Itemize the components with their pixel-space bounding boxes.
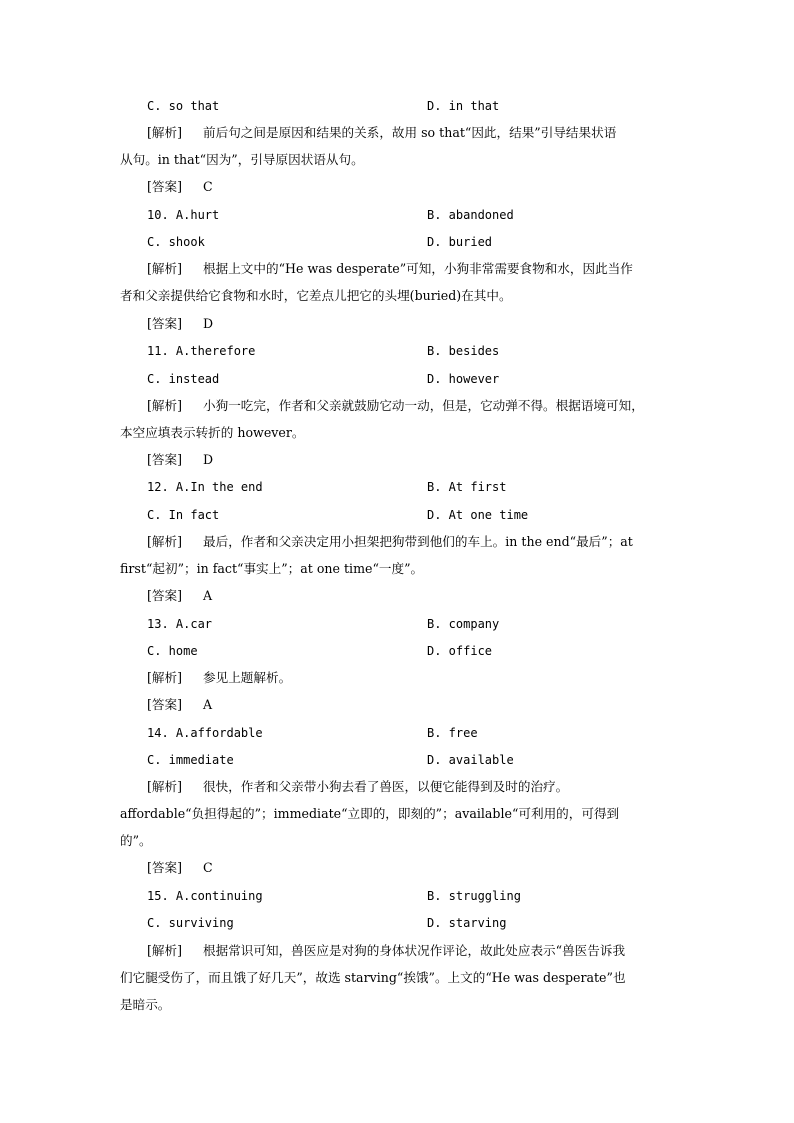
- option-left: C. In fact: [147, 508, 220, 522]
- option-right: B. company: [427, 617, 500, 631]
- options-row: [0, 95, 794, 117]
- analysis-text: 者和父亲提供给它食物和水时，它差点儿把它的头埋(buried)在其中。: [120, 288, 512, 303]
- option-right: B. besides: [427, 344, 500, 358]
- option-left: C. so that: [147, 99, 220, 113]
- analysis-label: [解析]: [147, 779, 183, 794]
- options-row: [0, 749, 794, 771]
- analysis-text: 本空应填表示转折的 however。: [120, 425, 305, 440]
- option-left: C. immediate: [147, 753, 234, 767]
- analysis-text: 是暗示。: [120, 997, 171, 1012]
- answer-line: [0, 313, 794, 335]
- options-row: [0, 340, 794, 362]
- analysis-label: [解析]: [147, 943, 183, 958]
- options-row: [0, 613, 794, 635]
- answer-value: C: [203, 179, 213, 194]
- analysis-text: 根据常识可知，兽医应是对狗的身体状况作评论，故此处应表示“兽医告诉我: [203, 943, 626, 958]
- option-right: D. At one time: [427, 508, 529, 522]
- option-right: D. however: [427, 372, 500, 386]
- option-left: 13. A.car: [147, 617, 213, 631]
- options-row: [0, 231, 794, 253]
- analysis-line: [0, 667, 794, 689]
- analysis-label: [解析]: [147, 670, 183, 685]
- analysis-continuation: [0, 994, 794, 1016]
- answer-value: D: [203, 316, 214, 331]
- answer-label: [答案]: [147, 179, 183, 194]
- analysis-text: 小狗一吃完，作者和父亲就鼓励它动一动，但是，它动弹不得。根据语境可知，: [203, 398, 644, 413]
- analysis-text: 很快，作者和父亲带小狗去看了兽医，以便它能得到及时的治疗。: [203, 779, 569, 794]
- analysis-continuation: [0, 803, 794, 825]
- option-right: D. available: [427, 753, 514, 767]
- analysis-line: [0, 940, 794, 962]
- analysis-text: 们它腿受伤了，而且饿了好几天”，故选 starving“挨饿”。上文的“He was desperate”也: [120, 970, 626, 985]
- answer-line: [0, 585, 794, 607]
- analysis-text: affordable“负担得起的”；immediate“立即的，即刻的”；available“可利用的，可得到: [120, 806, 620, 821]
- analysis-continuation: [0, 830, 794, 852]
- option-right: B. abandoned: [427, 208, 514, 222]
- option-right: B. At first: [427, 480, 507, 494]
- options-row: [0, 885, 794, 907]
- option-left: 15. A.continuing: [147, 889, 263, 903]
- analysis-continuation: [0, 285, 794, 307]
- answer-label: [答案]: [147, 316, 183, 331]
- analysis-text: 参见上题解析。: [203, 670, 292, 685]
- analysis-continuation: [0, 422, 794, 444]
- analysis-continuation: [0, 967, 794, 989]
- option-left: C. home: [147, 644, 198, 658]
- answer-label: [答案]: [147, 697, 183, 712]
- option-left: C. instead: [147, 372, 220, 386]
- analysis-label: [解析]: [147, 261, 183, 276]
- answer-value: C: [203, 860, 213, 875]
- analysis-text: 从句。in that“因为”，引导原因状语从句。: [120, 152, 364, 167]
- options-row: [0, 640, 794, 662]
- option-left: 12. A.In the end: [147, 480, 263, 494]
- option-left: 14. A.affordable: [147, 726, 263, 740]
- option-right: B. struggling: [427, 889, 521, 903]
- answer-label: [答案]: [147, 860, 183, 875]
- option-left: 11. A.therefore: [147, 344, 256, 358]
- answer-value: A: [203, 697, 213, 712]
- analysis-line: [0, 531, 794, 553]
- analysis-text: first“起初”；in fact“事实上”；at one time“一度”。: [120, 561, 424, 576]
- answer-line: [0, 857, 794, 879]
- option-right: D. starving: [427, 916, 507, 930]
- option-right: B. free: [427, 726, 478, 740]
- answer-value: D: [203, 452, 214, 467]
- answer-line: [0, 176, 794, 198]
- options-row: [0, 504, 794, 526]
- analysis-label: [解析]: [147, 125, 183, 140]
- analysis-text: 最后，作者和父亲决定用小担架把狗带到他们的车上。in the end“最后”；at: [203, 534, 633, 549]
- options-row: [0, 204, 794, 226]
- options-row: [0, 368, 794, 390]
- analysis-text: 前后句之间是原因和结果的关系，故用 so that“因此，结果”引导结果状语: [203, 125, 617, 140]
- option-right: D. in that: [427, 99, 500, 113]
- option-right: D. buried: [427, 235, 493, 249]
- analysis-label: [解析]: [147, 534, 183, 549]
- analysis-continuation: [0, 558, 794, 580]
- option-left: C. surviving: [147, 916, 234, 930]
- analysis-text: 的”。: [120, 833, 152, 848]
- answer-line: [0, 694, 794, 716]
- analysis-line: [0, 258, 794, 280]
- option-right: D. office: [427, 644, 493, 658]
- answer-label: [答案]: [147, 452, 183, 467]
- analysis-continuation: [0, 149, 794, 171]
- analysis-line: [0, 122, 794, 144]
- analysis-line: [0, 776, 794, 798]
- option-left: C. shook: [147, 235, 205, 249]
- options-row: [0, 722, 794, 744]
- options-row: [0, 912, 794, 934]
- answer-value: A: [203, 588, 213, 603]
- analysis-line: [0, 395, 794, 417]
- analysis-text: 根据上文中的“He was desperate”可知，小狗非常需要食物和水，因此当作: [203, 261, 633, 276]
- options-row: [0, 476, 794, 498]
- answer-line: [0, 449, 794, 471]
- option-left: 10. A.hurt: [147, 208, 220, 222]
- answer-label: [答案]: [147, 588, 183, 603]
- analysis-label: [解析]: [147, 398, 183, 413]
